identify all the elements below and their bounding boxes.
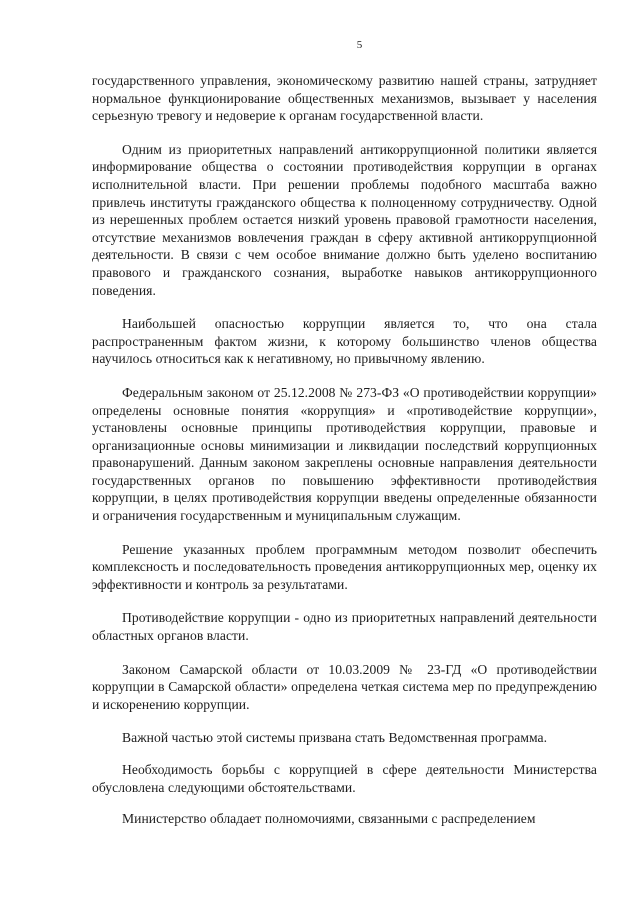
- paragraph-5: Решение указанных проблем программным методом позволит обеспечить комплексность и последовательность проведения антикоррупционных мер, оценку их эффективности и контроль за результатами.: [92, 541, 597, 592]
- paragraph-9: Необходимость борьбы с коррупцией в сфере деятельности Министерства обусловлена следующими обстоятельствами.: [92, 762, 597, 795]
- page-number: 5: [356, 39, 363, 51]
- document-body: [92, 72, 597, 828]
- paragraph-10: Министерство обладает полномочиями, связанными с распределением: [122, 811, 536, 827]
- paragraph-8: Важной частью этой системы призвана стать Ведомственная программа.: [122, 730, 548, 746]
- paragraph-6: Противодействие коррупции - одно из приоритетных направлений деятельности областных органов власти.: [92, 610, 597, 644]
- paragraph-3: Наибольшей опасностью коррупции является то, что она стала распространенным фактом жизни, к которому большинство членов общества научилось относиться как к негативному, но привычному явлению.: [92, 316, 597, 367]
- paragraph-7: Законом Самарской области от 10.03.2009 № 23-ГД «О противодействии коррупции в Самарской области» определена четкая система мер по предупреждению и искоренению коррупции.: [92, 661, 597, 712]
- paragraph-2: Одним из приоритетных направлений антикоррупционной политики является информирование общества о состоянии противодействия коррупции в органах исполнительной власти. При решении проблемы подобного масштаба важно привлечь институты гражданского общества к полноценному сотрудничеству. Одной из нерешенных проблем остается низкий уровень правовой грамотности населения, отсутствие механизмов вовлечения граждан в сферу активной антикоррупционной деятельности. В связи с чем особое внимание должно быть уделено воспитанию правового и гражданского сознания, выработке навыков антикоррупционного поведения.: [92, 141, 597, 298]
- paragraph-4: Федеральным законом от 25.12.2008 № 273-ФЗ «О противодействии коррупции» определены основные понятия «коррупция» и «противодействие коррупции», установлены основные принципы противодействия коррупции, правовые и организационные основы минимизации и ликвидации последствий коррупционных правонарушений. Данным законом закреплены основные направления деятельности государственных органов по повышению эффективности противодействия коррупции, в целях противодействия коррупции введены определенные обязанности и ограничения государственным и муниципальным служащим.: [92, 384, 597, 524]
- paragraph-1: государственного управления, экономическому развитию нашей страны, затрудняет нормальное функционирование общественных механизмов, вызывает у населения серьезную тревогу и недоверие к органам государственной власти.: [92, 73, 597, 124]
